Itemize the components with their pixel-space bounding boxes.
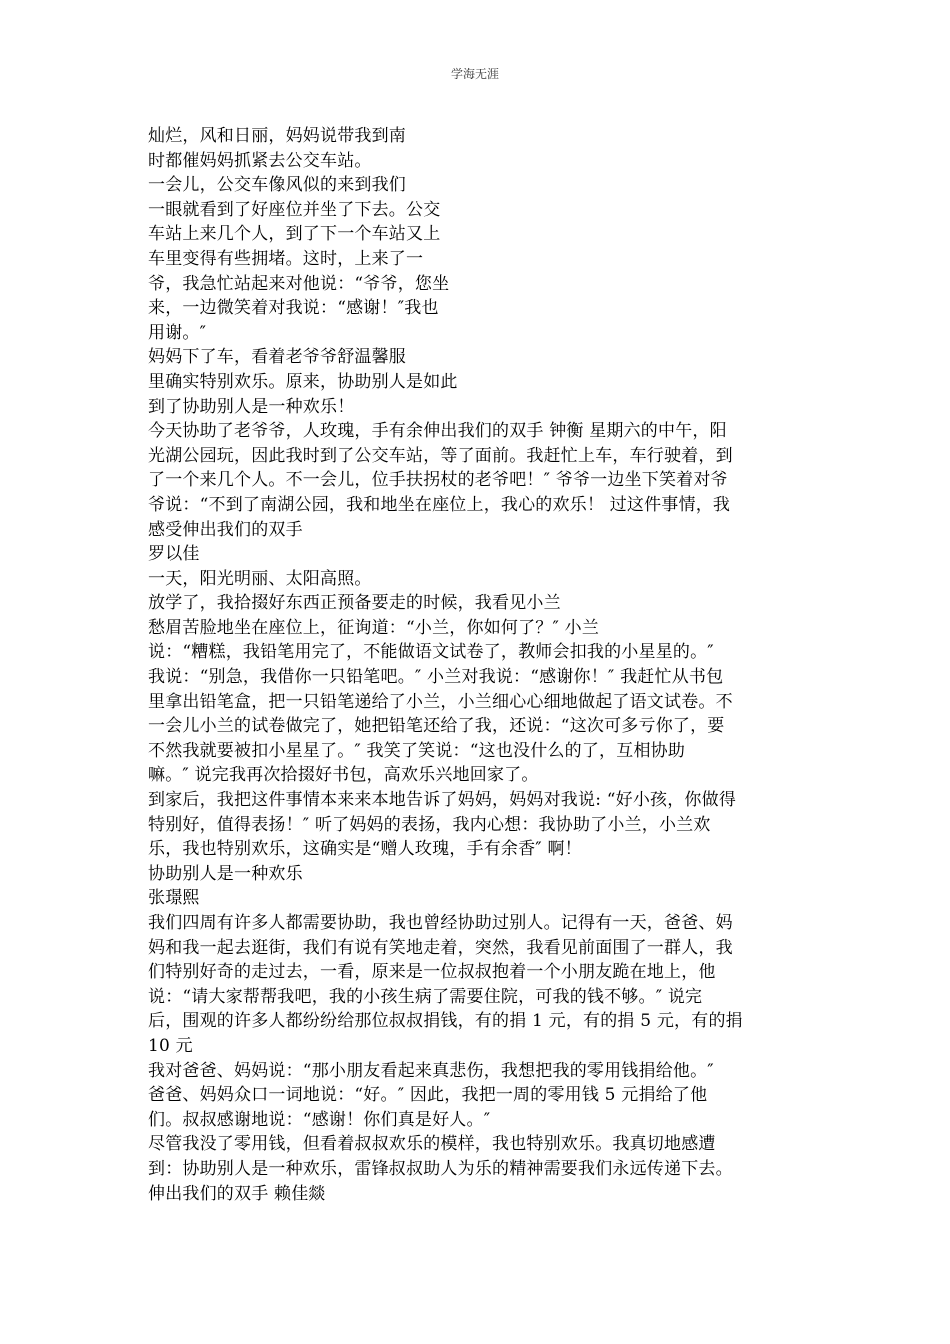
text-line: 到家后，我把这件事情本来来本地告诉了妈妈，妈妈对我说: “好小孩，你做得	[148, 790, 737, 811]
text-line: 爸爸、妈妈众口一词地说：“好。″ 因此，我把一周的零用钱 5 元捐给了他	[148, 1085, 708, 1106]
text-line: 妈和我一起去逛街，我们有说有笑地走着，突然，我看见前面围了一群人，我	[148, 937, 733, 958]
text-line: 里拿出铅笔盒，把一只铅笔递给了小兰，小兰细心心细地做起了语文试卷。不	[148, 691, 733, 712]
text-line: 10 元	[148, 1035, 193, 1056]
text-line: 用谢。″	[148, 322, 207, 343]
text-line: 妈妈下了车，看着老爷爷舒温馨服	[148, 347, 406, 368]
text-line: 爷说：“不到了南湖公园，我和地坐在座位上，我心的欢乐！ 过这件事情，我	[148, 494, 731, 515]
text-line: 罗以佳	[148, 544, 200, 565]
text-line: 了一个来几个人。不一会儿，位手扶拐杖的老爷吧！″ 爷爷一边坐下笑着对爷	[148, 470, 728, 491]
text-line: 嘛。″ 说完我再次拾掇好书包，高欢乐兴地回家了。	[148, 765, 539, 786]
text-line: 张璟熙	[148, 888, 200, 909]
text-line: 我对爸爸、妈妈说：“那小朋友看起来真悲伤，我想把我的零用钱捐给他。″	[148, 1060, 714, 1081]
text-line: 一眼就看到了好座位并坐了下去。公交	[148, 199, 441, 220]
text-line: 后，围观的许多人都纷纷给那位叔叔捐钱，有的捐 1 元，有的捐 5 元，有的捐	[148, 1011, 743, 1032]
text-line: 说：“糟糕，我铅笔用完了，不能做语文试卷了，教师会扣我的小星星的。″	[148, 642, 714, 663]
text-line: 伸出我们的双手 赖佳燚	[148, 1183, 326, 1204]
text-line: 放学了，我拾掇好东西正预备要走的时候，我看见小兰	[148, 593, 561, 614]
text-line: 时都催妈妈抓紧去公交车站。	[148, 150, 372, 171]
text-line: 不然我就要被扣小星星了。″ 我笑了笑说：“这也没什么的了，互相协助	[148, 740, 686, 761]
page-header: 学海无涯	[450, 67, 499, 81]
text-line: 尽管我没了零用钱，但看着叔叔欢乐的模样，我也特别欢乐。我真切地感遭	[148, 1134, 716, 1155]
text-line: 里确实特别欢乐。原来，协助别人是如此	[148, 371, 458, 392]
text-line: 我们四周有许多人都需要协助，我也曾经协助过别人。记得有一天，爸爸、妈	[148, 913, 733, 933]
text-line: 们特别好奇的走过去，一看，原来是一位叔叔抱着一个小朋友跪在地上，他	[148, 962, 716, 983]
text-line: 灿烂，风和日丽，妈妈说带我到南	[148, 126, 406, 146]
text-line: 光湖公园玩，因此我时到了公交车站，等了面前。我赶忙上车，车行驶着，到	[148, 445, 733, 466]
text-line: 乐，我也特别欢乐，这确实是“赠人玫瑰，手有余香″ 啊！	[148, 839, 582, 860]
text-line: 一天，阳光明丽、太阳高照。	[148, 568, 372, 589]
text-line: 说：“请大家帮帮我吧，我的小孩生病了需要住院，可我的钱不够。″ 说完	[148, 986, 703, 1007]
text-line: 们。叔叔感谢地说：“感谢！你们真是好人。″	[148, 1109, 491, 1130]
text-line: 感受伸出我们的双手	[148, 519, 303, 540]
text-line: 到了协助别人是一种欢乐！	[148, 396, 355, 417]
text-line: 愁眉苦脸地坐在座位上，征询道：“小兰，你如何了？″ 小兰	[148, 617, 600, 638]
text-line: 协助别人是一种欢乐	[148, 863, 303, 884]
text-line: 一会儿，公交车像风似的来到我们	[148, 175, 406, 196]
text-line: 车站上来几个人，到了下一个车站又上	[148, 224, 441, 245]
document-body	[148, 124, 802, 1206]
text-line: 来，一边微笑着对我说：“感谢！″我也	[148, 298, 439, 319]
text-line: 车里变得有些拥堵。这时，上来了一	[148, 248, 424, 269]
text-line: 一会儿小兰的试卷做完了，她把铅笔还给了我，还说：“这次可多亏你了，要	[148, 716, 725, 737]
text-line: 今天协助了老爷爷，人玫瑰，手有余伸出我们的双手 钟衡 星期六的中午，阳	[148, 421, 727, 442]
text-line: 爷，我急忙站起来对他说：“爷爷，您坐	[148, 273, 450, 294]
text-line: 特别好，值得表扬！″ 听了妈妈的表扬，我内心想：我协助了小兰，小兰欢	[148, 814, 711, 835]
text-line: 我说：“别急，我借你一只铅笔吧。″ 小兰对我说：“感谢你！″ 我赶忙从书包	[148, 667, 724, 688]
text-line: 到：协助别人是一种欢乐，雷锋叔叔助人为乐的精神需要我们永远传递下去。	[148, 1158, 733, 1179]
